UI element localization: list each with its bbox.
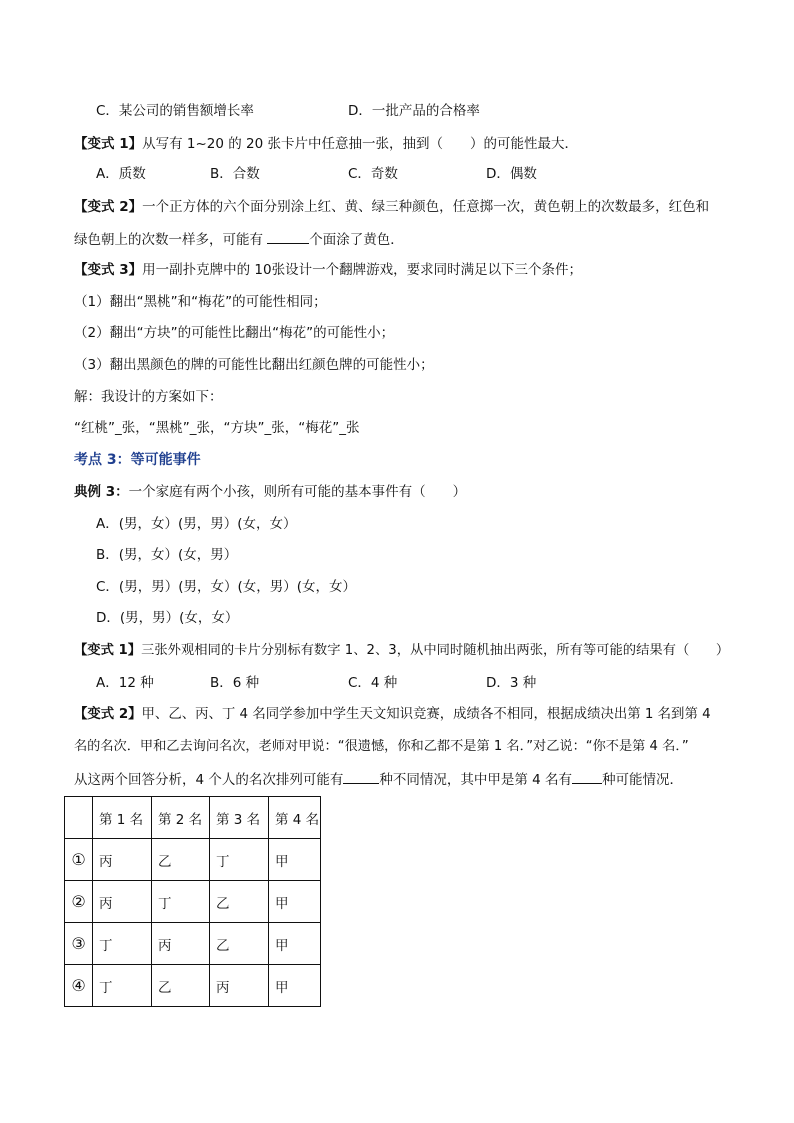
answer-blank[interactable]	[267, 229, 309, 244]
option-d: D．3 种	[486, 675, 537, 691]
option-c: C．(男，男）(男，女）(女，男）(女，女）	[96, 579, 356, 595]
variant-2-question-line2	[74, 229, 404, 250]
option-c: C．奇数	[348, 166, 398, 182]
option-b: B．6 种	[210, 675, 260, 691]
table-row	[65, 881, 321, 923]
table-cell: 甲	[269, 923, 321, 965]
table-cell: 丁	[93, 923, 152, 965]
variant-tag: 【变式 2】	[74, 707, 142, 722]
row-index: ①	[65, 839, 93, 881]
question-text: 甲、乙、丙、丁 4 名同学参加中学生天文知识竞赛，成绩各不相同，根据成绩决出第 1 名到第 4	[141, 707, 711, 722]
row-index: ④	[65, 965, 93, 1007]
table-header-row	[65, 797, 321, 839]
question-text: 一个家庭有两个小孩，则所有可能的基本事件有（ ）	[128, 484, 467, 500]
question-text: 三张外观相同的卡片分别标有数字 1、2、3，从中同时随机抽出两张，所有等可能的结果有（ ）	[141, 643, 730, 658]
question-text: 个面涂了黄色．	[309, 232, 404, 248]
variant-tag: 【变式 2】	[74, 199, 143, 215]
variant-tag: 【变式 3】	[74, 262, 143, 278]
option-d: D．偶数	[486, 166, 537, 182]
table-cell: 丙	[210, 965, 269, 1007]
variant-1-question	[74, 641, 729, 661]
table-cell: 乙	[210, 881, 269, 923]
table-cell: 丙	[93, 881, 152, 923]
example-3-question	[74, 482, 466, 502]
question-text: 种可能情况．	[602, 772, 684, 788]
table-cell: 甲	[269, 881, 321, 923]
table-cell: 甲	[269, 965, 321, 1007]
row-index: ②	[65, 881, 93, 923]
variant-tag: 【变式 1】	[74, 643, 142, 658]
table-row	[65, 839, 321, 881]
section-heading: 考点 3：等可能事件	[74, 452, 201, 468]
table-header-cell	[65, 797, 93, 839]
option-a: A．(男，女）(男，男）(女，女）	[96, 516, 297, 532]
table-cell: 丁	[210, 839, 269, 881]
question-text: 从这两个回答分析，4 个人的名次排列可能有	[74, 772, 344, 788]
question-text: 一个正方体的六个面分别涂上红、黄、绿三种颜色，任意掷一次，黄色朝上的次数最多，红色和	[142, 199, 710, 215]
option-d: D．(男，男）(女，女）	[96, 610, 239, 626]
option-a: A．12 种	[96, 675, 154, 691]
question-text: 从写有 1~20 的 20 张卡片中任意抽一张，抽到（ ）的可能性最大．	[142, 136, 579, 152]
variant-2-question-line2: 名的名次．甲和乙去询问名次，老师对甲说：“很遗憾，你和乙都不是第 1 名．”对乙说：“你不是第 4 名．”	[74, 739, 689, 754]
option-d: D．一批产品的合格率	[348, 103, 480, 119]
table-cell: 乙	[152, 839, 210, 881]
option-b: B．(男，女）(女，男）	[96, 547, 238, 563]
option-c: C．某公司的销售额增长率	[96, 103, 254, 119]
solution-intro: 解：我设计的方案如下：	[74, 389, 223, 405]
table-row	[65, 923, 321, 965]
example-tag: 典例 3：	[74, 484, 129, 500]
table-cell: 丁	[152, 881, 210, 923]
solution-answer: “红桃”_张，“黑桃”_张，“方块”_张，“梅花”_张	[74, 420, 360, 436]
condition-3: （3）翻出黑颜色的牌的可能性比翻出红颜色牌的可能性小；	[74, 357, 434, 373]
question-text: 用一副扑克牌中的 10张设计一个翻牌游戏，要求同时满足以下三个条件；	[142, 262, 583, 278]
option-c: C．4 种	[348, 675, 398, 691]
table-header-cell: 第 3 名	[210, 797, 269, 839]
variant-tag: 【变式 1】	[74, 136, 143, 152]
variant-2-question-line1	[74, 705, 711, 725]
condition-2: （2）翻出“方块”的可能性比翻出“梅花”的可能性小；	[74, 325, 395, 341]
variant-1-question	[74, 134, 578, 154]
option-b: B．合数	[210, 166, 260, 182]
row-index: ③	[65, 923, 93, 965]
variant-3-question	[74, 260, 582, 280]
table-cell: 乙	[210, 923, 269, 965]
variant-2-question-line1	[74, 197, 709, 217]
table-cell: 丙	[152, 923, 210, 965]
variant-2-question-line3	[74, 769, 683, 790]
answer-blank[interactable]	[343, 769, 379, 784]
table-header-cell: 第 4 名	[269, 797, 321, 839]
question-text: 绿色朝上的次数一样多，可能有	[74, 232, 268, 248]
answer-blank[interactable]	[572, 769, 602, 784]
table-cell: 甲	[269, 839, 321, 881]
ranking-table	[64, 796, 321, 1007]
option-a: A．质数	[96, 166, 146, 182]
table-cell: 丁	[93, 965, 152, 1007]
table-cell: 丙	[93, 839, 152, 881]
question-text: 种不同情况，其中甲是第 4 名有	[379, 772, 573, 788]
condition-1: （1）翻出“黑桃”和“梅花”的可能性相同；	[74, 294, 327, 310]
table-header-cell: 第 2 名	[152, 797, 210, 839]
table-row	[65, 965, 321, 1007]
table-cell: 乙	[152, 965, 210, 1007]
table-header-cell: 第 1 名	[93, 797, 152, 839]
